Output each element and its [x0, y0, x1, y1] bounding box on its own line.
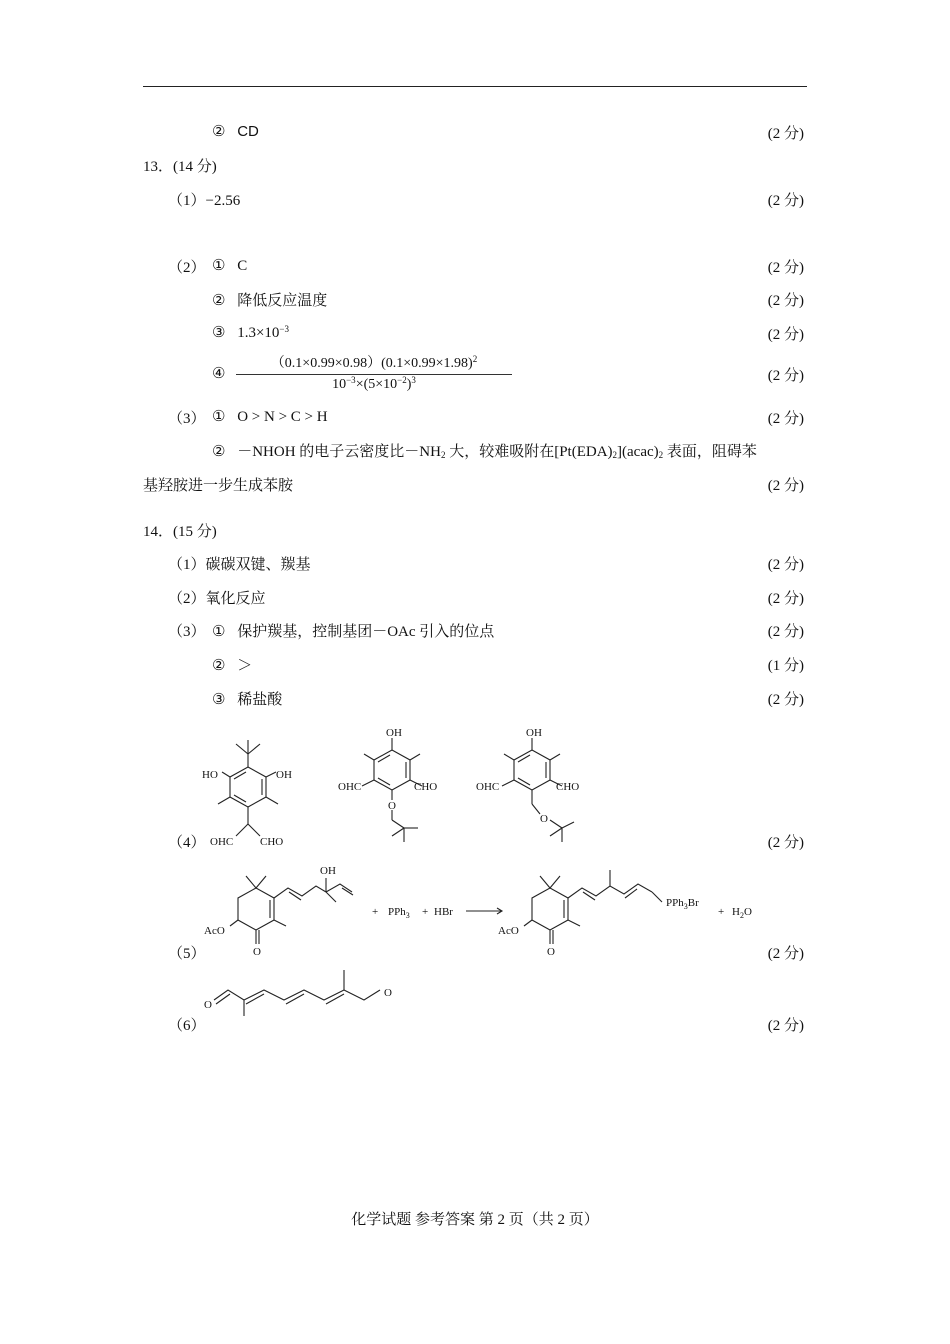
q14-p6-label: （6）: [168, 1018, 206, 1034]
fraction-denominator: [236, 375, 512, 393]
bond: [248, 824, 260, 836]
bond: [392, 828, 404, 836]
polyene-chain: [568, 884, 652, 898]
double-bond: [216, 994, 230, 1004]
double-bond: [286, 994, 304, 1004]
q13-p2-s1-answer: C: [237, 258, 248, 274]
q13-p3-label: （3）: [168, 411, 206, 427]
q13-p2-s1: [212, 256, 247, 275]
ohc-label: OHC: [476, 781, 500, 793]
den-a: 10: [332, 377, 347, 392]
q13-p2-s1-mark: ①: [212, 258, 226, 274]
den-exp1: −3: [346, 375, 356, 385]
side-chain: [274, 886, 326, 898]
cho-label: CHO: [260, 836, 284, 848]
cho-label: CHO: [414, 781, 438, 793]
q13-p1-label: （1）: [168, 193, 206, 209]
q13-p3-s2-sub3: 2: [658, 450, 664, 460]
o-label: O: [388, 800, 396, 812]
bond: [504, 754, 514, 760]
den-b: ×(5×10: [355, 377, 398, 392]
q14-p3-s3-mark: ③: [212, 692, 226, 708]
bond: [568, 920, 580, 926]
q13-p1-answer: −2.56: [205, 193, 241, 209]
q12-sub2-mark: ②: [212, 124, 226, 140]
q14-p3-s3-answer: 稀盐酸: [237, 692, 283, 708]
q13-p2-s3: [212, 323, 289, 342]
bond: [562, 822, 574, 828]
hbr-label: HBr: [434, 906, 453, 918]
aco-label: AcO: [204, 925, 225, 937]
q14-p3-label: （3）: [168, 624, 206, 640]
q12-sub2: [212, 122, 259, 141]
page-footer: 化学试题 参考答案 第 2 页（共 2 页）: [351, 1212, 599, 1228]
q13-p3-s2: [212, 440, 757, 461]
q13-p3-s2-score: (2 分): [767, 478, 804, 494]
aco-label: AcO: [498, 925, 519, 937]
q13-p3-s1-mark: ①: [212, 409, 226, 425]
product-ring: [532, 888, 568, 930]
bond: [248, 744, 260, 754]
q14-p1: [168, 553, 311, 574]
q13-p2-s2-mark: ②: [212, 293, 226, 309]
double-bond: [234, 795, 246, 802]
q14-p1-score: (2 分): [767, 557, 804, 573]
bond: [550, 828, 562, 836]
oh-label: OH: [276, 769, 292, 781]
bond: [392, 820, 404, 828]
oh-label: OH: [526, 727, 542, 739]
q14-p5-score: (2 分): [767, 946, 804, 962]
q14-p2-score: (2 分): [767, 591, 804, 607]
q13-p3-s2-sub1: 2: [440, 450, 446, 460]
bond: [532, 804, 540, 814]
q14-header: 14．(15 分): [143, 524, 217, 540]
den-exp3: 3: [411, 375, 416, 385]
pph3br-label: PPh$_3$Br: [666, 897, 699, 911]
q13-p3-s2-line2: 基羟胺进一步生成苯胺: [143, 478, 294, 494]
q13-p3-s1: [212, 407, 328, 426]
q13-p2-s1-score: (2 分): [767, 260, 804, 276]
q13-p2-s2-answer: 降低反应温度: [237, 293, 328, 309]
ho-label: HO: [202, 769, 218, 781]
q14-p4-molecule-2: [330, 724, 460, 854]
q13-p3-s1-score: (2 分): [767, 411, 804, 427]
q14-p4-molecule-3: [470, 724, 600, 854]
bond: [246, 876, 256, 888]
benzene-ring: [514, 750, 550, 790]
q14-p4-score: (2 分): [767, 835, 804, 851]
pph3-label: PPh$_3$: [388, 906, 410, 920]
q13-p2-s4-score: (2 分): [767, 368, 804, 384]
q14-p2: [168, 587, 266, 608]
q14-p4-label: （4）: [168, 835, 206, 851]
bond: [230, 920, 238, 926]
q13-p2-s3-mark: ③: [212, 325, 226, 341]
bond: [502, 780, 514, 786]
bond: [266, 772, 276, 777]
bond: [266, 797, 278, 804]
cho-label: CHO: [556, 781, 580, 793]
double-bond: [246, 994, 264, 1004]
q13-p3-s2-t1: －NHOH 的电子云密度比－NH: [237, 444, 441, 460]
bond: [236, 824, 248, 836]
q14-p3-s2: [212, 654, 252, 675]
q13-p3-s1-answer: O > N > C > H: [237, 409, 328, 425]
ohc-label: OHC: [338, 781, 362, 793]
double-bond: [518, 778, 530, 785]
q13-p3-s2-t2: 大，较难吸附在[Pt(EDA): [445, 444, 613, 460]
o-label: O: [204, 999, 212, 1011]
header-rule: [143, 86, 807, 87]
double-bond: [378, 778, 390, 785]
benzene-ring: [230, 767, 266, 807]
q14-p4-molecule-1: [196, 732, 306, 852]
bond: [274, 920, 286, 926]
q13-p3-s2-t3: ](acac): [617, 444, 659, 460]
plus-sign: +: [718, 906, 725, 918]
q13-p1-score: (2 分): [767, 193, 804, 209]
q14-p3-s1-mark: ①: [212, 624, 226, 640]
double-bond: [625, 889, 637, 898]
bond: [222, 772, 230, 777]
bond: [524, 920, 532, 926]
q12-sub2-answer: CD: [237, 123, 259, 140]
q14-p5-reaction: [196, 858, 796, 962]
bond: [364, 754, 374, 760]
ohc-label: OHC: [210, 836, 234, 848]
q13-p3-s2-sub2: 2: [612, 450, 618, 460]
bond: [540, 876, 550, 888]
q13-p2-s3-score: (2 分): [767, 327, 804, 343]
o-label: O: [384, 987, 392, 999]
bond: [256, 876, 266, 888]
bond: [326, 892, 336, 902]
h2o-label: $H_2O$: [732, 906, 752, 920]
bond: [218, 797, 230, 804]
den-c: ): [406, 377, 412, 392]
bond: [410, 754, 420, 760]
q13-p2-s3-base: 1.3×10: [237, 325, 280, 341]
double-bond: [289, 892, 301, 900]
den-exp2: −2: [397, 375, 407, 385]
q13-p2-label: （2）: [168, 260, 206, 276]
q13-p1: [168, 189, 240, 210]
bond: [236, 744, 248, 754]
q14-p5-label: （5）: [168, 946, 206, 962]
plus-sign: +: [372, 906, 379, 918]
vinyl: [326, 884, 352, 892]
bond: [550, 754, 560, 760]
oh-label: OH: [320, 865, 336, 877]
q14-p3-s3: [212, 688, 282, 709]
q14-p3-s2-mark: ②: [212, 658, 226, 674]
oh-label: OH: [386, 727, 402, 739]
double-bond: [378, 755, 390, 762]
numerator-exp: 2: [472, 354, 478, 364]
bond: [550, 820, 562, 828]
q12-sub2-score: (2 分): [767, 126, 804, 142]
bond: [362, 780, 374, 786]
q14-p2-label: （2）: [168, 591, 206, 607]
q14-p3-s1: [212, 620, 494, 641]
q13-p2-s4-fraction: [236, 352, 512, 393]
plus-sign: +: [422, 906, 429, 918]
reactant-ring: [238, 888, 274, 930]
bond: [652, 892, 662, 902]
q13-p3-s2-mark: ②: [212, 444, 226, 460]
q13-p2-s4-mark: ④: [212, 366, 226, 382]
q14-p2-answer: 氧化反应: [205, 591, 266, 607]
o-label: O: [253, 946, 261, 958]
double-bond: [326, 994, 344, 1004]
fraction-numerator: [236, 352, 512, 375]
q13-p2-s2-score: (2 分): [767, 293, 804, 309]
q13-header: 13．(14 分): [143, 159, 217, 175]
o-label: O: [540, 813, 548, 825]
numerator-text: （0.1×0.99×0.98）(0.1×0.99×1.98): [270, 356, 473, 371]
q13-p3-s2-t4: 表面，阻碍苯: [663, 444, 757, 460]
q14-p3-s1-score: (2 分): [767, 624, 804, 640]
q13-p2-s2: [212, 289, 327, 310]
q14-p1-label: （1）: [168, 557, 206, 573]
q13-p2-s3-exp: −3: [279, 324, 289, 334]
q14-p1-answer: 碳碳双键、羰基: [205, 557, 311, 573]
q14-p3-s2-answer: ＞: [237, 658, 253, 674]
benzene-ring: [374, 750, 410, 790]
q14-p3-s1-answer: 保护羰基，控制基团－OAc 引入的位点: [237, 624, 495, 640]
q14-p3-s2-score: (1 分): [767, 658, 804, 674]
double-bond: [518, 755, 530, 762]
double-bond: [583, 892, 595, 900]
q14-p6-score: (2 分): [767, 1018, 804, 1034]
bond: [550, 876, 560, 888]
o-label: O: [547, 946, 555, 958]
q14-p3-s3-score: (2 分): [767, 692, 804, 708]
q14-p6-molecule: [200, 964, 410, 1034]
double-bond: [234, 772, 246, 779]
